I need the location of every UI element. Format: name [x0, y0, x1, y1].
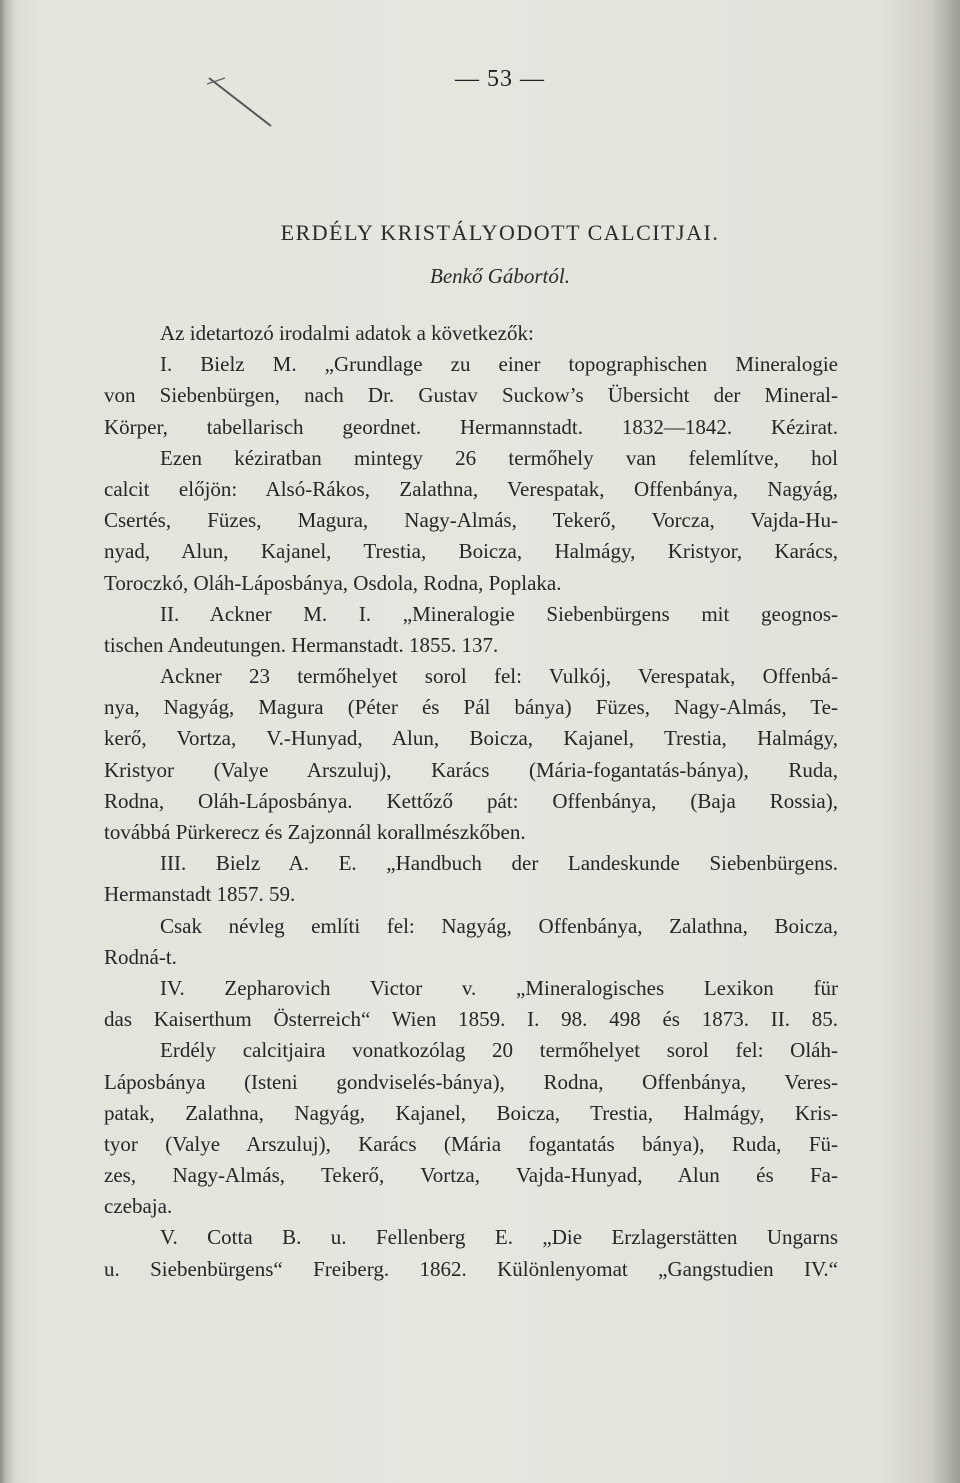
- text-line: u. Siebenbürgens“ Freiberg. 1862. Különlenyomat „Gangstudien IV.“: [104, 1256, 838, 1281]
- text-line: czebaja.: [104, 1194, 173, 1219]
- text-line: Csertés, Füzes, Magura, Nagy-Almás, Tekerő, Vorcza, Vajda-Hu-: [104, 508, 838, 533]
- text-line: tischen Andeutungen. Hermanstadt. 1855. 137.: [104, 632, 499, 657]
- article-author: Benkő Gábortól.: [430, 264, 570, 288]
- text-line: Erdély calcitjaira vonatkozólag 20 termőhelyet sorol fel: Oláh-: [160, 1038, 838, 1063]
- text-line: Hermanstadt 1857. 59.: [104, 882, 296, 907]
- text-line: von Siebenbürgen, nach Dr. Gustav Suckow’s Übersicht der Mineral-: [104, 383, 838, 408]
- text-line: nya, Nagyág, Magura (Péter és Pál bánya) Füzes, Nagy-Almás, Te-: [104, 695, 838, 720]
- text-line: Az idetartozó irodalmi adatok a következők:: [160, 321, 534, 345]
- text-line: kerő, Vortza, V.-Hunyad, Alun, Boicza, Kajanel, Trestia, Halmágy,: [104, 726, 838, 751]
- text-line: Ezen kéziratban mintegy 26 termőhely van felemlítve, hol: [160, 445, 838, 470]
- text-line: II. Ackner M. I. „Mineralogie Siebenbürgens mit geognos-: [160, 601, 838, 626]
- page-number: — 53 —: [455, 66, 545, 92]
- text-line: V. Cotta B. u. Fellenberg E. „Die Erzlagerstätten Ungarns: [160, 1225, 838, 1250]
- text-line: Rodna, Oláh-Láposbánya. Kettőző pát: Offenbánya, (Baja Rossia),: [104, 788, 838, 813]
- text-line: továbbá Pürkerecz és Zajzonnál korallmészkőben.: [104, 820, 526, 844]
- text-line: calcit előjön: Alsó-Rákos, Zalathna, Verespatak, Offenbánya, Nagyág,: [104, 476, 838, 501]
- body-text: [104, 318, 838, 1285]
- text-line: tyor (Valye Arszuluj), Karács (Mária fogantatás bánya), Ruda, Fü-: [104, 1131, 838, 1156]
- text-line: das Kaiserthum Österreich“ Wien 1859. I. 98. 498 és 1873. II. 85.: [104, 1007, 838, 1032]
- text-line: IV. Zepharovich Victor v. „Mineralogisches Lexikon für: [160, 975, 838, 1000]
- text-line: nyad, Alun, Kajanel, Trestia, Boicza, Halmágy, Kristyor, Karács,: [104, 539, 838, 564]
- text-line: I. Bielz M. „Grundlage zu einer topographischen Mineralogie: [160, 352, 838, 377]
- text-line: Láposbánya (Isteni gondviselés-bánya), Rodna, Offenbánya, Veres-: [104, 1069, 838, 1094]
- text-line: zes, Nagy-Almás, Tekerő, Vortza, Vajda-Hunyad, Alun és Fa-: [104, 1163, 838, 1188]
- article-title: ERDÉLY KRISTÁLYODOTT CALCITJAI.: [280, 220, 720, 245]
- text-line: Toroczkó, Oláh-Láposbánya, Osdola, Rodna, Poplaka.: [104, 570, 562, 595]
- text-line: Csak névleg említi fel: Nagyág, Offenbánya, Zalathna, Boicza,: [160, 913, 838, 938]
- text-line: Körper, tabellarisch geordnet. Hermannstadt. 1832—1842. Kézirat.: [104, 414, 838, 439]
- text-line: Rodná-t.: [104, 944, 177, 969]
- text-line: III. Bielz A. E. „Handbuch der Landeskunde Siebenbürgens.: [160, 851, 838, 876]
- text-line: Ackner 23 termőhelyet sorol fel: Vulkój, Verespatak, Offenbá-: [160, 664, 838, 689]
- text-line: Kristyor (Valye Arszuluj), Karács (Mária-fogantatás-bánya), Ruda,: [104, 757, 838, 782]
- text-line: patak, Zalathna, Nagyág, Kajanel, Boicza, Trestia, Halmágy, Kris-: [104, 1100, 838, 1125]
